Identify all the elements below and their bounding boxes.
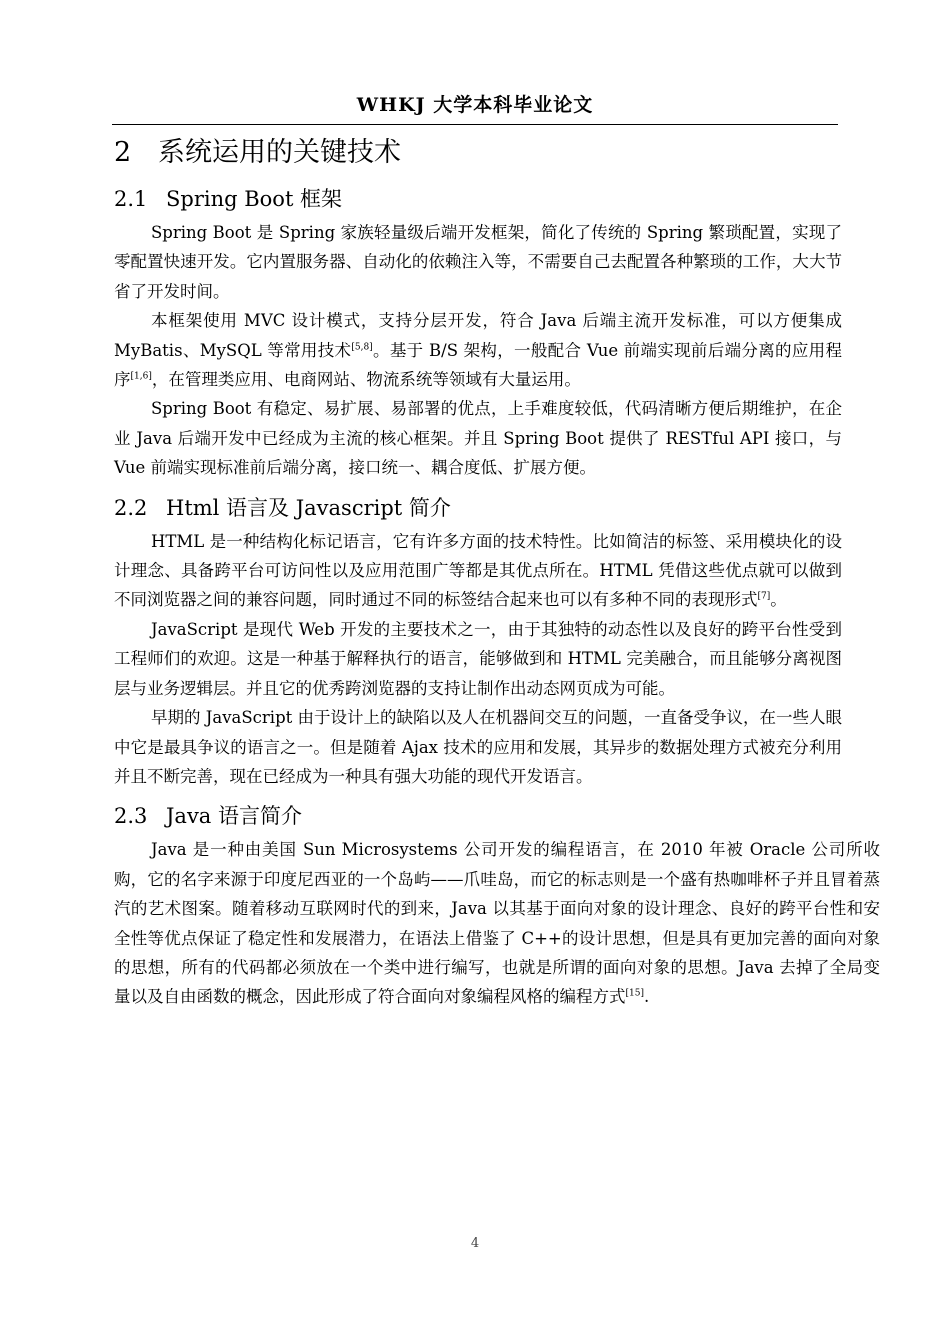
citation: [5,8]	[351, 342, 373, 353]
section-title-text: Java 语言简介	[166, 804, 302, 829]
paragraph-text: Spring Boot 有稳定、易扩展、易部署的优点，上手难度较低，代码清晰方便后期维护，在企业 Java 后端开发中已经成为主流的核心框架。并且 Spring Boot 提供了 RESTful API 接口，与 Vue 前端实现标准前后端分离，接口统一、耦合度低、扩展方便。	[114, 399, 842, 478]
section-number: 2.1	[114, 187, 148, 211]
paragraph-text: 早期的 JavaScript 由于设计上的缺陷以及人在机器间交互的问题，一直备受争议，在一些人眼中它是最具争议的语言之一。但是随着 Ajax 技术的应用和发展，其异步的数据处理方式被充分利用并且不断完善，现在已经成为一种具有强大功能的现代开发语言。	[114, 708, 843, 786]
chapter-title-text: 系统运用的关键技术	[158, 137, 401, 168]
paragraph	[114, 394, 842, 482]
page-number: 4	[470, 1236, 480, 1251]
section-title-text: Spring Boot 框架	[166, 187, 343, 211]
paragraph	[114, 615, 842, 703]
section-title-text: Html 语言及 Javascript 简介	[166, 495, 451, 520]
paragraph-text: .	[643, 987, 650, 1007]
section-heading-2-1	[114, 184, 842, 214]
paragraph-text: 。	[770, 590, 787, 610]
paragraph-text: JavaScript 是现代 Web 开发的主要技术之一，由于其独特的动态性以及良好的跨平台性受到工程师们的欢迎。这是一种基于解释执行的语言，能够做到和 HTML 完美融合，而且能够分离视图层与业务逻辑层。并且它的优秀跨浏览器的支持让制作出动态网页成为可能。	[114, 619, 842, 698]
section-heading-2-2	[114, 493, 842, 523]
paragraph	[114, 306, 842, 394]
section-heading-2-3	[114, 801, 842, 831]
running-header: WHKJ 大学本科毕业论文	[356, 94, 594, 116]
section-number: 2.3	[114, 804, 148, 829]
paragraph-text: HTML 是一种结构化标记语言，它有许多方面的技术特性。比如简洁的标签、采用模块化的设计理念、具备跨平台可访问性以及应用范围广等都是其优点所在。HTML 凭借这些优点就可以做到不同浏览器之间的兼容问题，同时通过不同的标签结合起来也可以有多种不同的表现形式	[114, 531, 842, 610]
paragraph-text: 本框架使用 MVC 设计模式，支持分层开发，符合 Java 后端主流开发标准，可以方便集成 MyBatis、MySQL 等常用技术	[114, 311, 842, 360]
citation: [15]	[625, 988, 644, 999]
page-content	[114, 134, 880, 1012]
citation: [1,6]	[130, 371, 152, 382]
chapter-title	[114, 134, 842, 172]
paragraph	[114, 218, 842, 306]
section-number: 2.2	[114, 495, 148, 520]
paragraph-text: Java 是一种由美国 Sun Microsystems 公司开发的编程语言，在 2010 年被 Oracle 公司所收购，它的名字来源于印度尼西亚的一个岛屿——爪哇岛，而它的标志则是一个盛有热咖啡杯子并且冒着蒸汽的艺术图案。随着移动互联网时代的到来，Java 以其基于面向对象的设计理念、良好的跨平台性和安全性等优点保证了稳定性和发展潜力，在语法上借鉴了 C++的设计思想，但是具有更加完善的面向对象的思想，所有的代码都必须放在一个类中进行编写，也就是所谓的面向对象的思想。Java 去掉了全局变量以及自由函数的概念，因此形成了符合面向对象编程风格的编程方式	[114, 840, 880, 1007]
header-rule	[112, 124, 838, 125]
paragraph-text: Spring Boot 是 Spring 家族轻量级后端开发框架，简化了传统的 Spring 繁琐配置，实现了零配置快速开发。它内置服务器、自动化的依赖注入等，不需要自己去配置各种繁琐的工作，大大节省了开发时间。	[114, 223, 842, 301]
citation: [7]	[757, 591, 771, 602]
paragraph	[114, 527, 842, 615]
paragraph	[114, 703, 842, 791]
paragraph-text: ，在管理类应用、电商网站、物流系统等领域有大量运用。	[151, 370, 581, 390]
chapter-number: 2	[114, 137, 132, 168]
paragraph-text: 。基于 B/S 架构，一般配合 Vue 前端实现前后端分离的应用程序	[114, 340, 842, 390]
paragraph	[114, 835, 880, 1011]
